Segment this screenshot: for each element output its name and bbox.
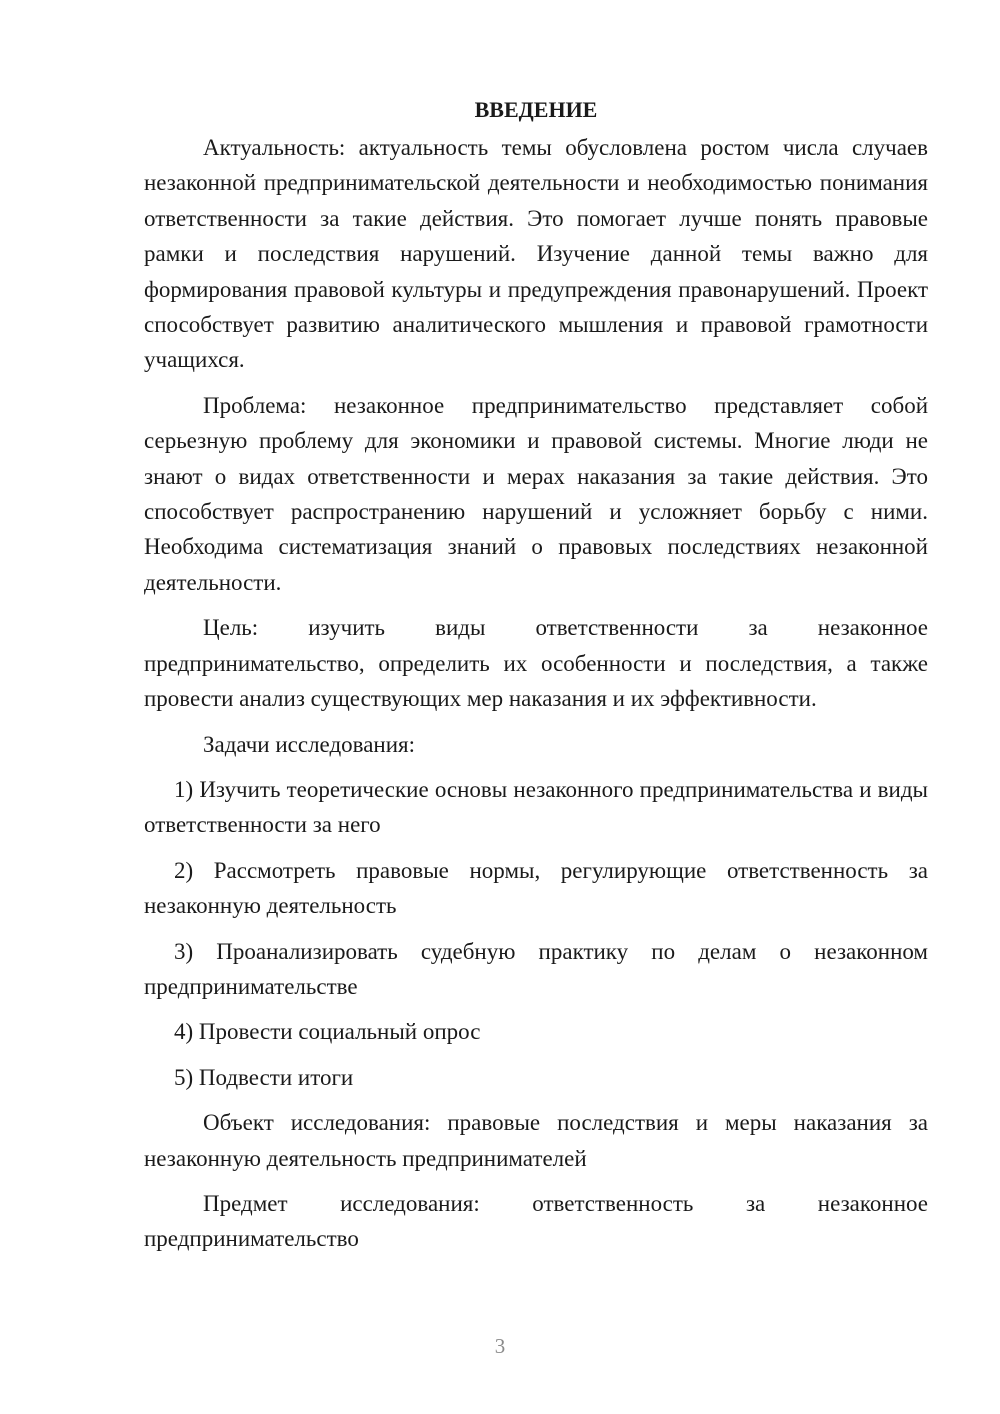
task-item-2: 2) Рассмотреть правовые нормы, регулирующие ответственность за незаконную деятельность bbox=[144, 857, 928, 919]
page-number: 3 bbox=[494, 1334, 506, 1358]
page-title: ВВЕДЕНИЕ bbox=[474, 97, 598, 122]
document-body bbox=[144, 92, 928, 1257]
task-item-5: 5) Подвести итоги bbox=[174, 1064, 354, 1090]
task-item-4: 4) Провести социальный опрос bbox=[174, 1019, 481, 1045]
tasks-heading: Задачи исследования: bbox=[203, 731, 416, 757]
goal-paragraph: Цель: изучить виды ответственности за незаконное предпринимательство, определить их особенности и последствия, а также провести анализ существующих мер наказания и их эффективности. bbox=[144, 615, 928, 712]
problem-paragraph: Проблема: незаконное предпринимательство представляет собой серьезную проблему для экономики и правовой системы. Многие люди не знают о видах ответственности и мерах наказания за такие действия. Это способствует распространению нарушений и усложняет борьбу с ними. Необходима систематизация знаний о правовых последствиях незаконной деятельности. bbox=[144, 392, 928, 595]
task-item-3: 3) Проанализировать судебную практику по делам о незаконном предпринимательстве bbox=[144, 938, 928, 999]
subject-paragraph: Предмет исследования: ответственность за незаконное предпринимательство bbox=[144, 1190, 928, 1252]
object-paragraph: Объект исследования: правовые последствия и меры наказания за незаконную деятельность предпринимателей bbox=[144, 1110, 928, 1171]
relevance-paragraph: Актуальность: актуальность темы обусловлена ростом числа случаев незаконной предпринимательской деятельности и необходимостью понимания ответственности за такие действия. Это помогает лучше понять правовые рамки и последствия нарушений. Изучение данной темы важно для формирования правовой культуры и предупреждения правонарушений. Проект способствует развитию аналитического мышления и правовой грамотности учащихся. bbox=[144, 135, 928, 373]
task-item-1: 1) Изучить теоретические основы незаконного предпринимательства и виды ответственности за него bbox=[144, 776, 928, 838]
